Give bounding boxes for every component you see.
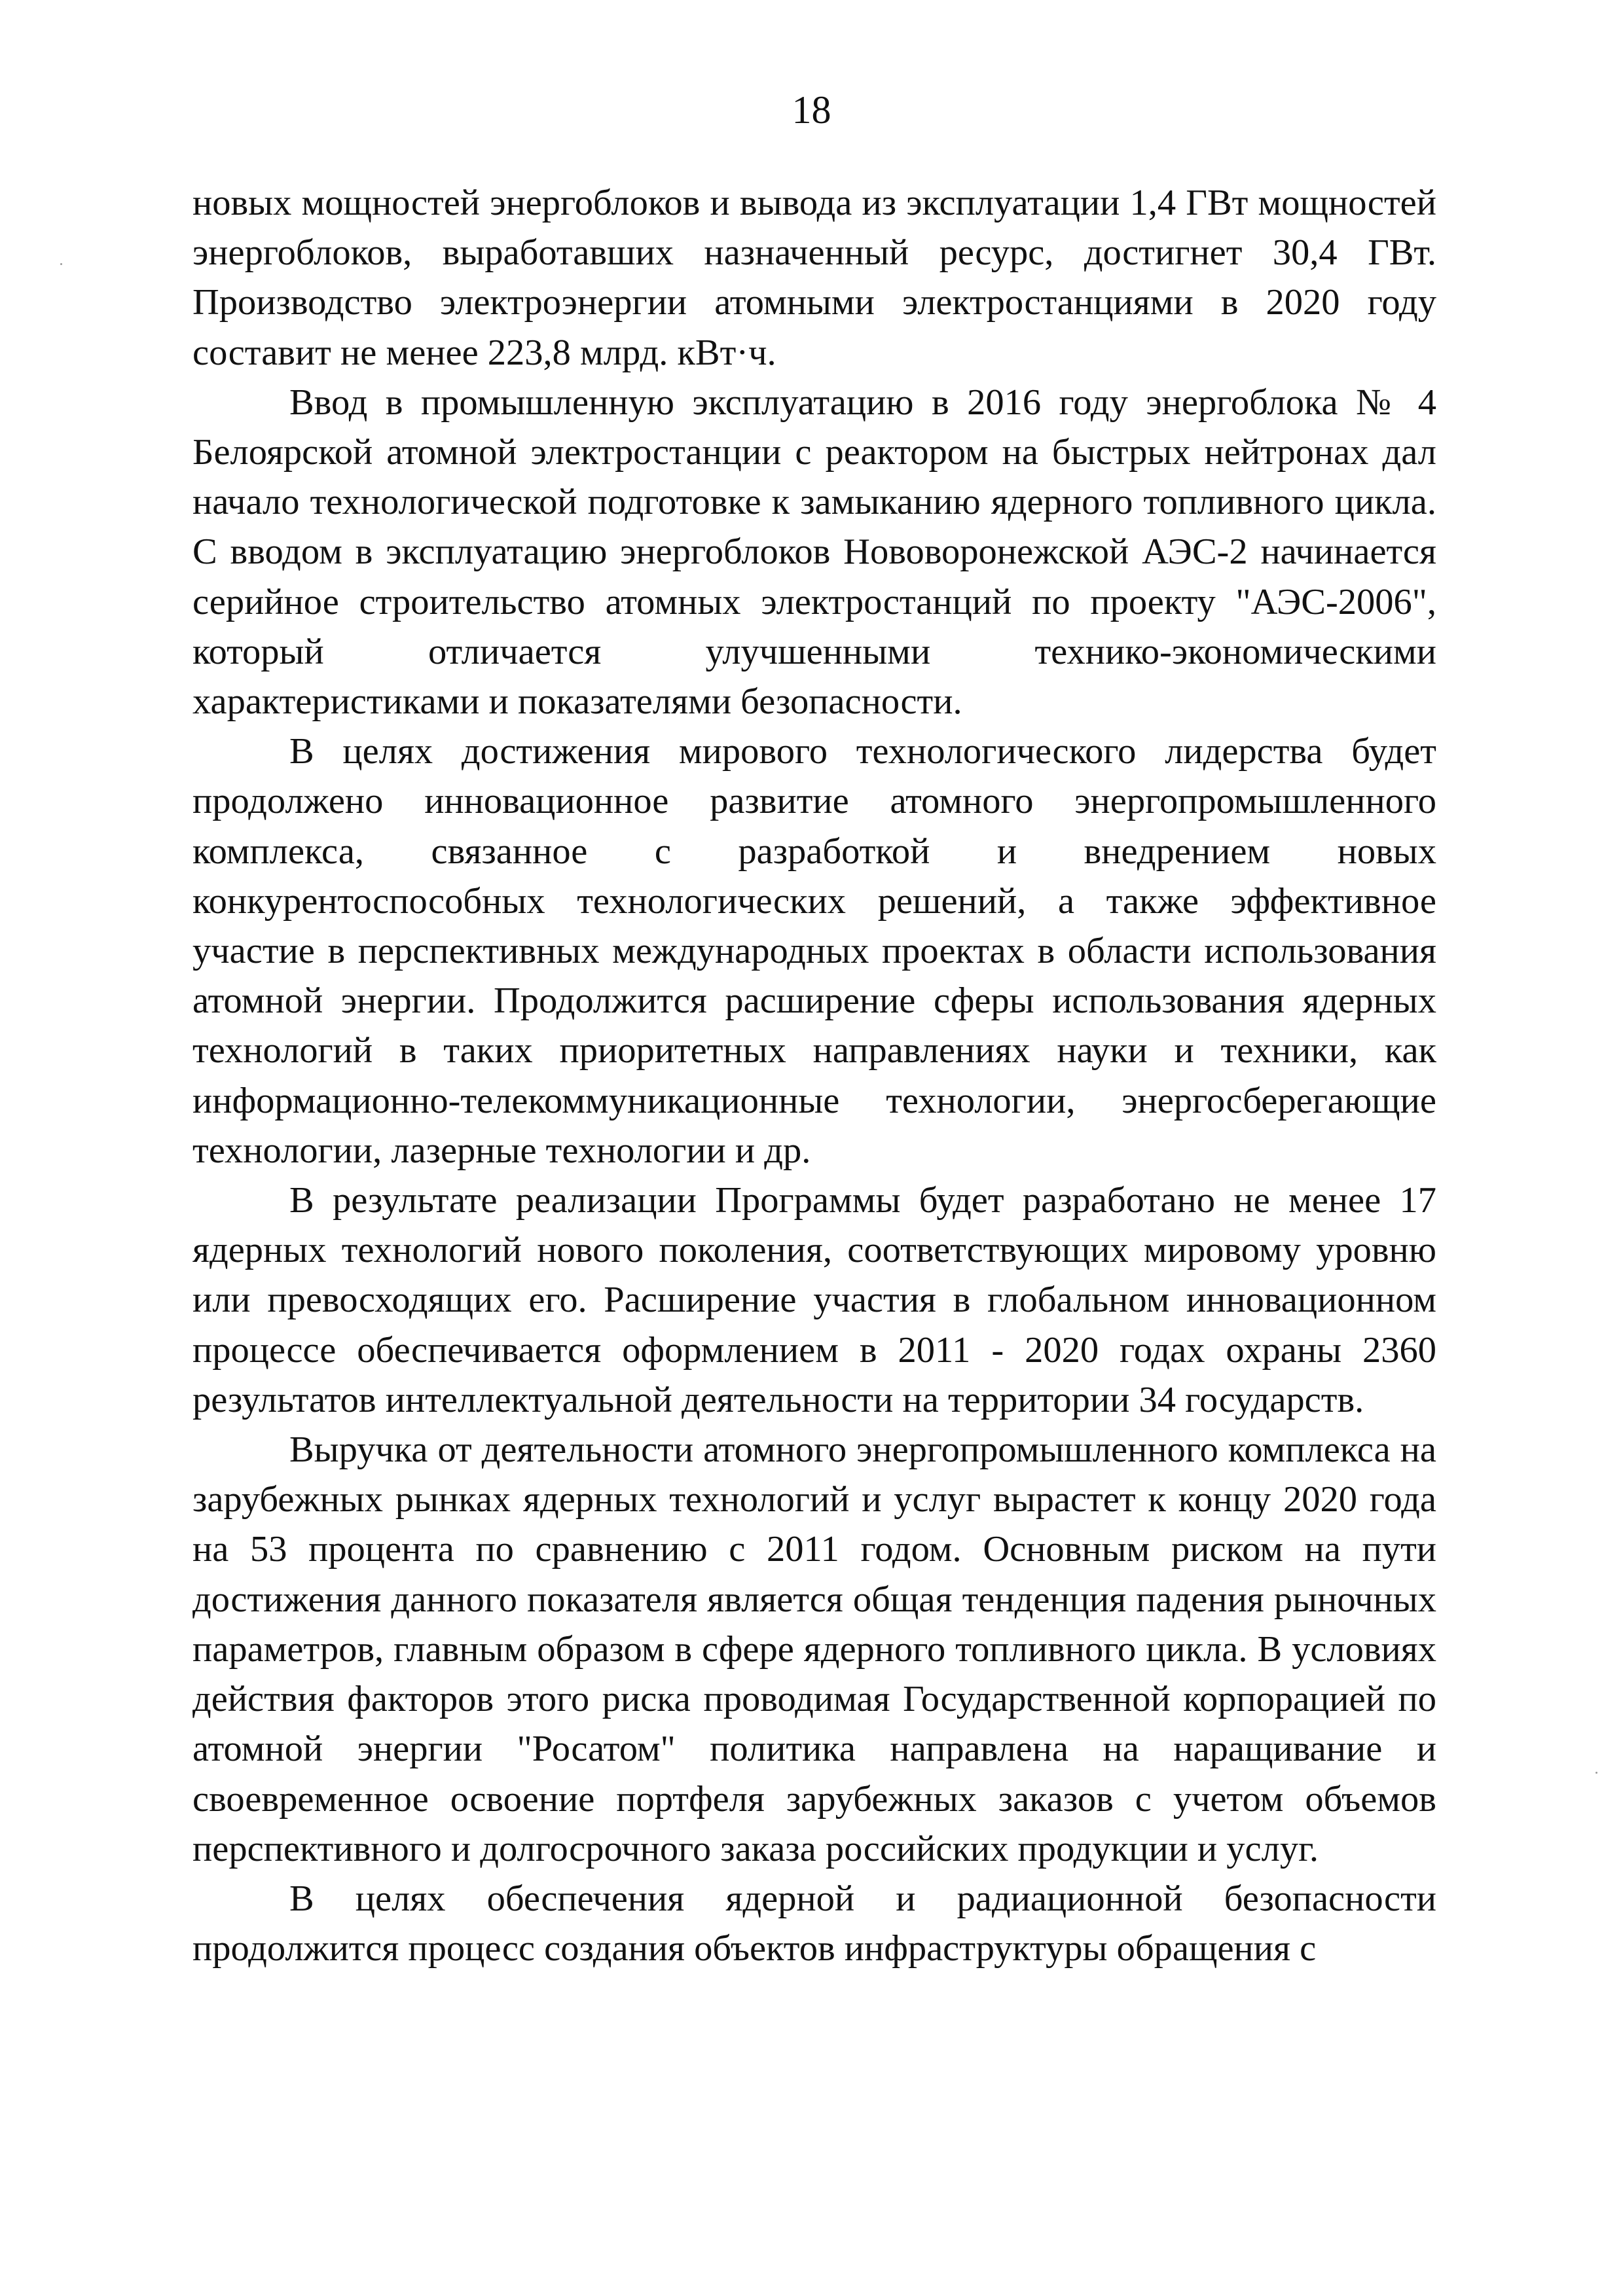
paragraph-beloyarsk: Ввод в промышленную эксплуатацию в 2016 году энергоблока № 4 Белоярской атомной электростанции с реактором на быстрых нейтронах дал начало технологической подготовке к замыканию ядерного топливного цикла. С вводом в эксплуатацию энергоблоков Нововоронежской АЭС-2 начинается серийное строительство атомных электростанций по проекту "АЭС-2006", который отличается улучшенными технико-экономическими характеристиками и показателями безопасности. — [192, 382, 1436, 723]
scan-speck-right — [1596, 1772, 1597, 1774]
paragraph-innovation: В целях достижения мирового технологического лидерства будет продолжено инновационное развитие атомного энергопромышленного комплекса, связанное с разработкой и внедрением новых конкурентоспособных технологических решений, а также эффективное участие в перспективных международных проектах в области использования атомной энергии. Продолжится расширение сферы использования ядерных технологий в таких приоритетных направлениях науки и техники, как информационно-телекоммуникационные технологии, энергосберегающие технологии, лазерные технологии и др. — [192, 731, 1436, 1171]
paragraph-program-results: В результате реализации Программы будет разработано не менее 17 ядерных технологий нового поколения, соответствующих мировому уровню или превосходящих его. Расширение участия в глобальном инновационном процессе обеспечивается оформлением в 2011 - 2020 годах охраны 2360 результатов интеллектуальной деятельности на территории 34 государств. — [192, 1180, 1436, 1420]
page-number: 18 — [792, 88, 831, 132]
paragraph-continuation: новых мощностей энергоблоков и вывода из эксплуатации 1,4 ГВт мощностей энергоблоков, выработавших назначенный ресурс, достигнет 30,4 ГВт. Производство электроэнергии атомными электростанциями в 2020 году составит не менее 223,8 млрд. кВт·ч. — [192, 183, 1436, 373]
scan-speck-left — [60, 263, 62, 265]
document-body — [192, 178, 1436, 1973]
paragraph-safety: В целях обеспечения ядерной и радиационной безопасности продолжится процесс создания объектов инфраструктуры обращения с — [192, 1878, 1436, 1969]
paragraph-revenue: Выручка от деятельности атомного энергопромышленного комплекса на зарубежных рынках ядерных технологий и услуг вырастет к концу 2020 года на 53 процента по сравнению с 2011 годом. Основным риском на пути достижения данного показателя является общая тенденция падения рыночных параметров, главным образом в сфере ядерного топливного цикла. В условиях действия факторов этого риска проводимая Государственной корпорацией по атомной энергии "Росатом" политика направлена на наращивание и своевременное освоение портфеля зарубежных заказов с учетом объемов перспективного и долгосрочного заказа российских продукции и услуг. — [192, 1429, 1436, 1869]
